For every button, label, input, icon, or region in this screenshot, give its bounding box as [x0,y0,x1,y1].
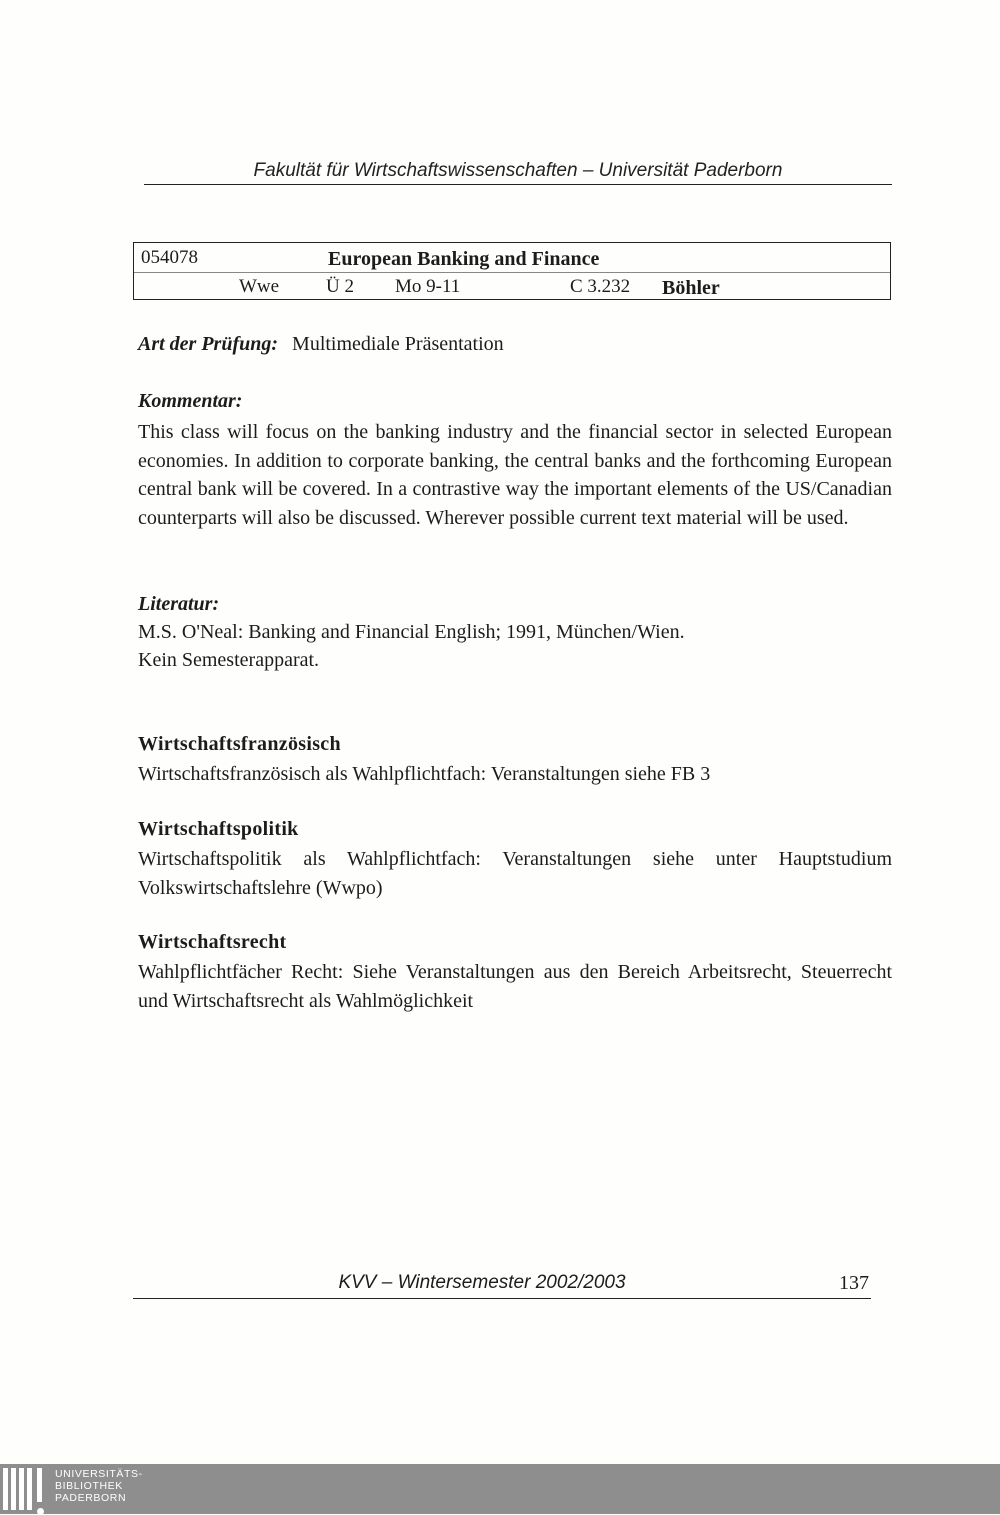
course-time: Mo 9-11 [395,276,461,297]
exam-label: Art der Prüfung: [138,333,279,355]
literature-note: Kein Semesterapparat. [138,649,320,671]
library-name-line3: PADERBORN [55,1492,127,1504]
section-heading-wirtschaftspolitik: Wirtschaftspolitik [138,818,299,840]
page-number: 137 [839,1272,869,1294]
exam-line [138,330,892,359]
comment-heading: Kommentar: [138,390,243,412]
course-box [133,242,891,300]
library-name [55,1468,143,1504]
course-room: C 3.232 [570,276,631,297]
section-heading-wirtschaftsfranzoesisch: Wirtschaftsfranzösisch [138,733,341,755]
section-text-wirtschaftsfranzoesisch: Wirtschaftsfranzösisch als Wahlpflichtfach: Veranstaltungen siehe FB 3 [138,763,711,785]
course-hours: Ü 2 [326,276,354,297]
comment-text: This class will focus on the banking industry and the financial sector in selected European economies. In addition to corporate banking, the central banks and the forthcoming European central bank will be covered. In a contrastive way the important elements of the US/Canadian counterparts will also be discussed. Wherever possible current text material will be used. [138,421,892,529]
library-name-line2: BIBLIOTHEK [55,1480,123,1492]
running-footer [133,1270,871,1299]
course-lecturer: Böhler [662,277,720,299]
running-header: Fakultät für Wirtschaftswissenschaften – Universität Paderborn [144,158,892,185]
course-type: Wwe [239,276,280,297]
library-banner [0,1464,1000,1514]
library-logo-icon [0,1468,50,1510]
course-id: 054078 [141,247,198,268]
section-text-wirtschaftsrecht: Wahlpflichtfächer Recht: Siehe Veranstaltungen aus den Bereich Arbeitsrecht, Steuerrecht und Wirtschaftsrecht als Wahlmöglichkeit [138,961,892,1012]
section-text-wirtschaftspolitik: Wirtschaftspolitik als Wahlpflichtfach: Veranstaltungen siehe unter Hauptstudium Volkswirtschaftslehre (Wwpo) [138,848,892,899]
section-heading-wirtschaftsrecht: Wirtschaftsrecht [138,931,287,953]
library-name-line1: UNIVERSITÄTS- [55,1468,143,1480]
literature-entry: M.S. O'Neal: Banking and Financial English; 1991, München/Wien. [138,621,685,643]
course-box-divider [134,272,890,273]
course-title: European Banking and Finance [328,248,600,270]
footer-title: KVV – Wintersemester 2002/2003 [338,1272,626,1293]
exam-value: Multimediale Präsentation [292,333,504,355]
literature-heading: Literatur: [138,593,220,615]
